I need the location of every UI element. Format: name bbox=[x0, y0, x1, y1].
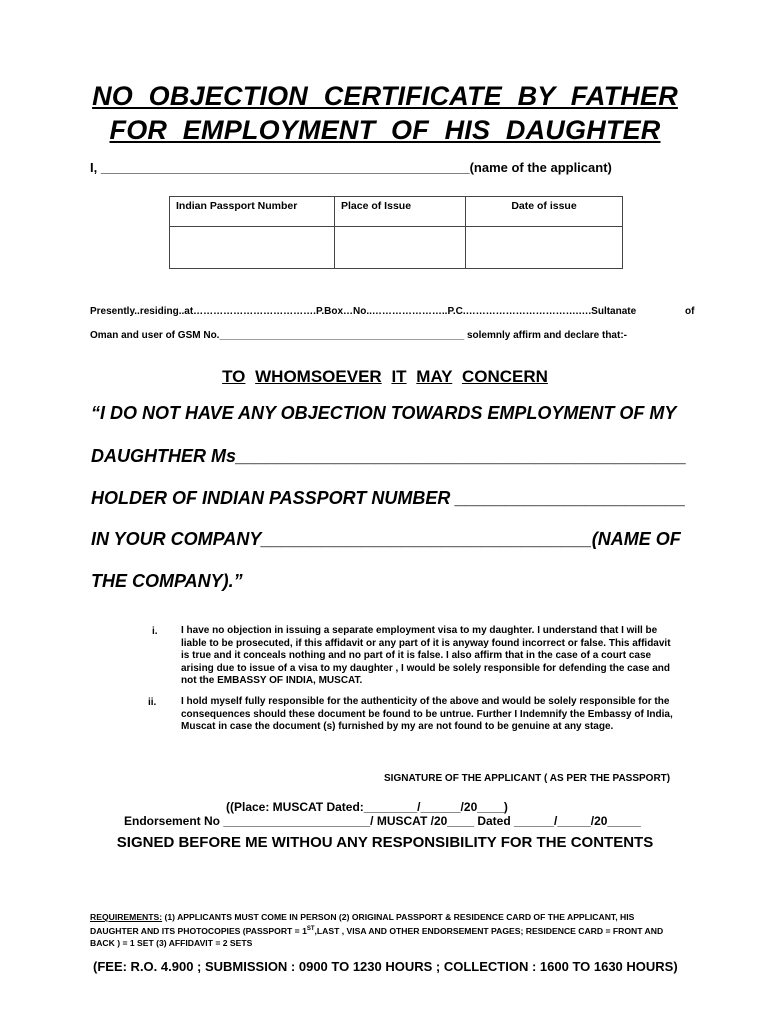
header-place-of-issue: Place of Issue bbox=[335, 197, 466, 227]
clause-2-number: ii. bbox=[148, 697, 157, 708]
passport-number-cell bbox=[170, 227, 335, 269]
concern-word-concern: CONCERN bbox=[461, 367, 548, 386]
declaration-line-5: THE COMPANY).” bbox=[91, 571, 243, 591]
clause-1-number: i. bbox=[152, 626, 158, 637]
requirements-sup: ST bbox=[306, 926, 315, 932]
declaration-line-1: “I DO NOT HAVE ANY OBJECTION TOWARDS EMPLOYMENT OF MY bbox=[91, 403, 677, 423]
requirements-text-b: ,LAST , VISA AND OTHER ENDORSEMENT PAGES; RESIDENCE CARD = FRONT AND BACK ) = 1 SET (3) AFFIDAVIT = 2 SETS bbox=[90, 925, 664, 948]
clause-2-text: I hold myself fully responsible for the authenticity of the above and would be solely responsible for the consequences should these document be found to be untrue. Further I Indemnify the Embassy of India, Muscat in case the document (s) furnished by my are not found to be genuine at any stage. bbox=[181, 696, 673, 732]
declaration-line-4: IN YOUR COMPANY_________________________________(NAME OF bbox=[91, 529, 681, 549]
signature-label: SIGNATURE OF THE APPLICANT ( AS PER THE PASSPORT) bbox=[384, 773, 671, 784]
title-line-2: FOR EMPLOYMENT OF HIS DAUGHTER bbox=[109, 115, 661, 145]
requirements bbox=[90, 911, 682, 949]
applicant-name-line: I, ___________________________________________________(name of the applicant) bbox=[90, 160, 612, 175]
to-whom-heading bbox=[0, 367, 770, 387]
place-dated-line: ((Place: MUSCAT Dated:________/______/20____) bbox=[226, 800, 508, 814]
residing-line: Presently..residing..at……………………………….P.Box…No..…………………..P.C.…………………………….….Sultanate bbox=[90, 306, 637, 317]
concern-word-may: MAY bbox=[416, 367, 453, 386]
clause-1-text: I have no objection in issuing a separate employment visa to my daughter. I understand that I will be liable to be prosecuted, if this affidavit or any part of it is anyway found incorrect or false. This affidavit is true and it conceals nothing and no part of it is false. I also affirm that in the case of a court case arising due to issue of a visa to my daughter , I would be solely responsible for defending the case and not the EMBASSY OF INDIA, MUSCAT. bbox=[181, 625, 671, 686]
title-line-1: NO OBJECTION CERTIFICATE BY FATHER bbox=[92, 81, 678, 111]
header-passport-number: Indian Passport Number bbox=[170, 197, 335, 227]
declaration-line-2: DAUGHTHER Ms_____________________________________________ bbox=[91, 446, 687, 466]
endorsement-line: Endorsement No ______________________/ MUSCAT /20____ Dated ______/_____/20_____ bbox=[124, 814, 641, 828]
gsm-line: Oman and user of GSM No.____________________________________________ solemnly affirm and declare that:- bbox=[90, 330, 627, 341]
concern-word-to: TO bbox=[222, 367, 246, 386]
place-of-issue-cell bbox=[335, 227, 466, 269]
date-of-issue-cell bbox=[466, 227, 623, 269]
concern-word-whomsoever: WHOMSOEVER bbox=[255, 367, 382, 386]
requirements-label: REQUIREMENTS: bbox=[90, 912, 163, 922]
requirements-text-a: (1) APPLICANTS MUST COME IN PERSON (2) ORIGINAL PASSPORT & RESIDENCE CARD OF THE APPLICANT, HIS DAUGHTER AND ITS PHOTOCOPIES (PASSPORT = 1 bbox=[90, 912, 635, 936]
residing-of: of bbox=[685, 306, 695, 317]
passport-details-table bbox=[169, 196, 623, 269]
header-date-of-issue: Date of issue bbox=[466, 197, 623, 227]
declaration-line-3: HOLDER OF INDIAN PASSPORT NUMBER _______________________ bbox=[91, 488, 686, 508]
concern-word-it: IT bbox=[391, 367, 407, 386]
signed-before-me: SIGNED BEFORE ME WITHOU ANY RESPONSIBILITY FOR THE CONTENTS bbox=[116, 834, 654, 851]
fee-line: (FEE: R.O. 4.900 ; SUBMISSION : 0900 TO 1230 HOURS ; COLLECTION : 1600 TO 1630 HOURS) bbox=[93, 959, 678, 974]
